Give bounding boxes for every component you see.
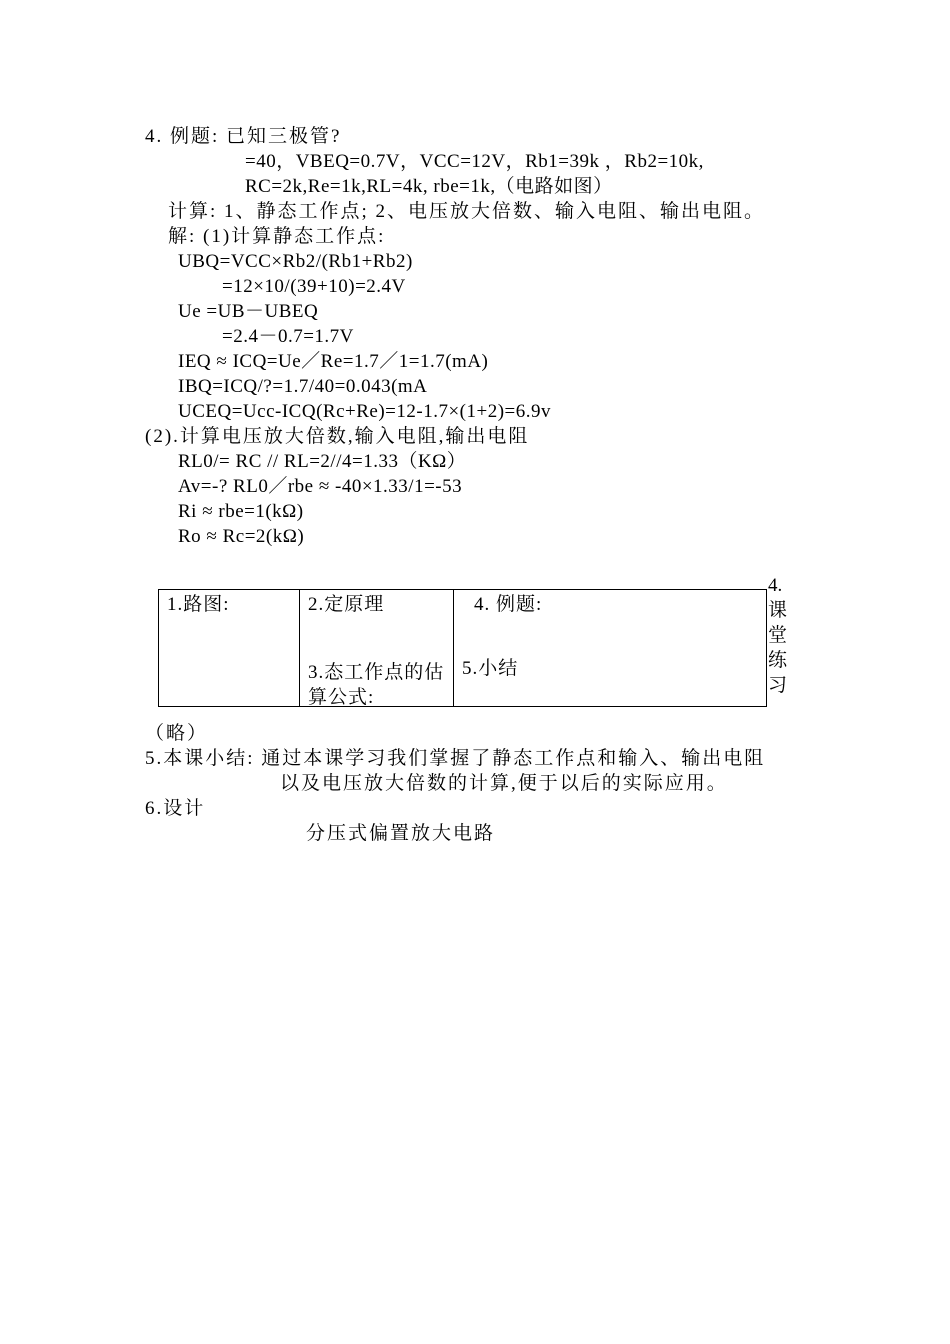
part2-heading: (2).计算电压放大倍数,输入电阻,输出电阻: [145, 426, 530, 447]
cell-text-example: 4. 例题:: [474, 594, 543, 615]
side-char: 练: [768, 650, 788, 671]
table-cell-1: [159, 590, 300, 707]
side-label-practice: [768, 573, 790, 698]
side-char: 堂: [768, 625, 788, 646]
formula-rl0: RL0/= RC // RL=2//4=1.33（KΩ）: [178, 451, 467, 472]
table-cell-2: [300, 590, 454, 707]
formula-ubq-result: =12×10/(39+10)=2.4V: [222, 276, 406, 297]
formula-ue-result: =2.4－0.7=1.7V: [222, 326, 354, 347]
cell-text-summary: 5.小结: [462, 658, 519, 679]
side-char: 4.: [768, 575, 783, 596]
cell-text-principle: 2.定原理: [308, 594, 385, 615]
design-title: 分压式偏置放大电路: [306, 823, 496, 844]
formula-ro: Ro ≈ Rc=2(kΩ): [178, 526, 305, 547]
formula-av: Av=-? RL0／rbe ≈ -40×1.33/1=-53: [178, 476, 463, 497]
side-char: 课: [768, 600, 788, 621]
formula-ri: Ri ≈ rbe=1(kΩ): [178, 501, 304, 522]
example-heading: 4. 例题: 已知三极管?: [145, 126, 342, 147]
cell-text-circuit: 1.路图:: [167, 594, 230, 615]
side-char: 习: [768, 675, 788, 696]
formula-uceq: UCEQ=Ucc-ICQ(Rc+Re)=12-1.7×(1+2)=6.9v: [178, 401, 551, 422]
formula-ibq: IBQ=ICQ/?=1.7/40=0.043(mA: [178, 376, 428, 397]
outline-table: [158, 589, 767, 707]
summary-line-1: 5.本课小结: 通过本课学习我们掌握了静态工作点和输入、输出电阻: [145, 748, 766, 769]
task-line: 计算: 1、静态工作点; 2、电压放大倍数、输入电阻、输出电阻。: [168, 201, 766, 222]
cell-text-formula: 3.态工作点的估算公式:: [308, 662, 445, 708]
formula-ubq: UBQ=VCC×Rb2/(Rb1+Rb2): [178, 251, 413, 272]
design-label: 6.设计: [145, 798, 206, 819]
summary-line-2: 以及电压放大倍数的计算,便于以后的实际应用。: [280, 773, 728, 794]
given-line-2: RC=2k,Re=1k,RL=4k, rbe=1k,（电路如图）: [245, 176, 613, 197]
solution-heading: 解: (1)计算静态工作点:: [168, 226, 386, 247]
formula-ieq: IEQ ≈ ICQ=Ue／Re=1.7／1=1.7(mA): [178, 351, 489, 372]
omitted-note: （略）: [145, 723, 209, 744]
table-cell-3: [454, 590, 767, 707]
given-line-1: =40，VBEQ=0.7V，VCC=12V，Rb1=39k ，Rb2=10k,: [245, 151, 704, 172]
formula-ue: Ue =UB－UBEQ: [178, 301, 319, 322]
